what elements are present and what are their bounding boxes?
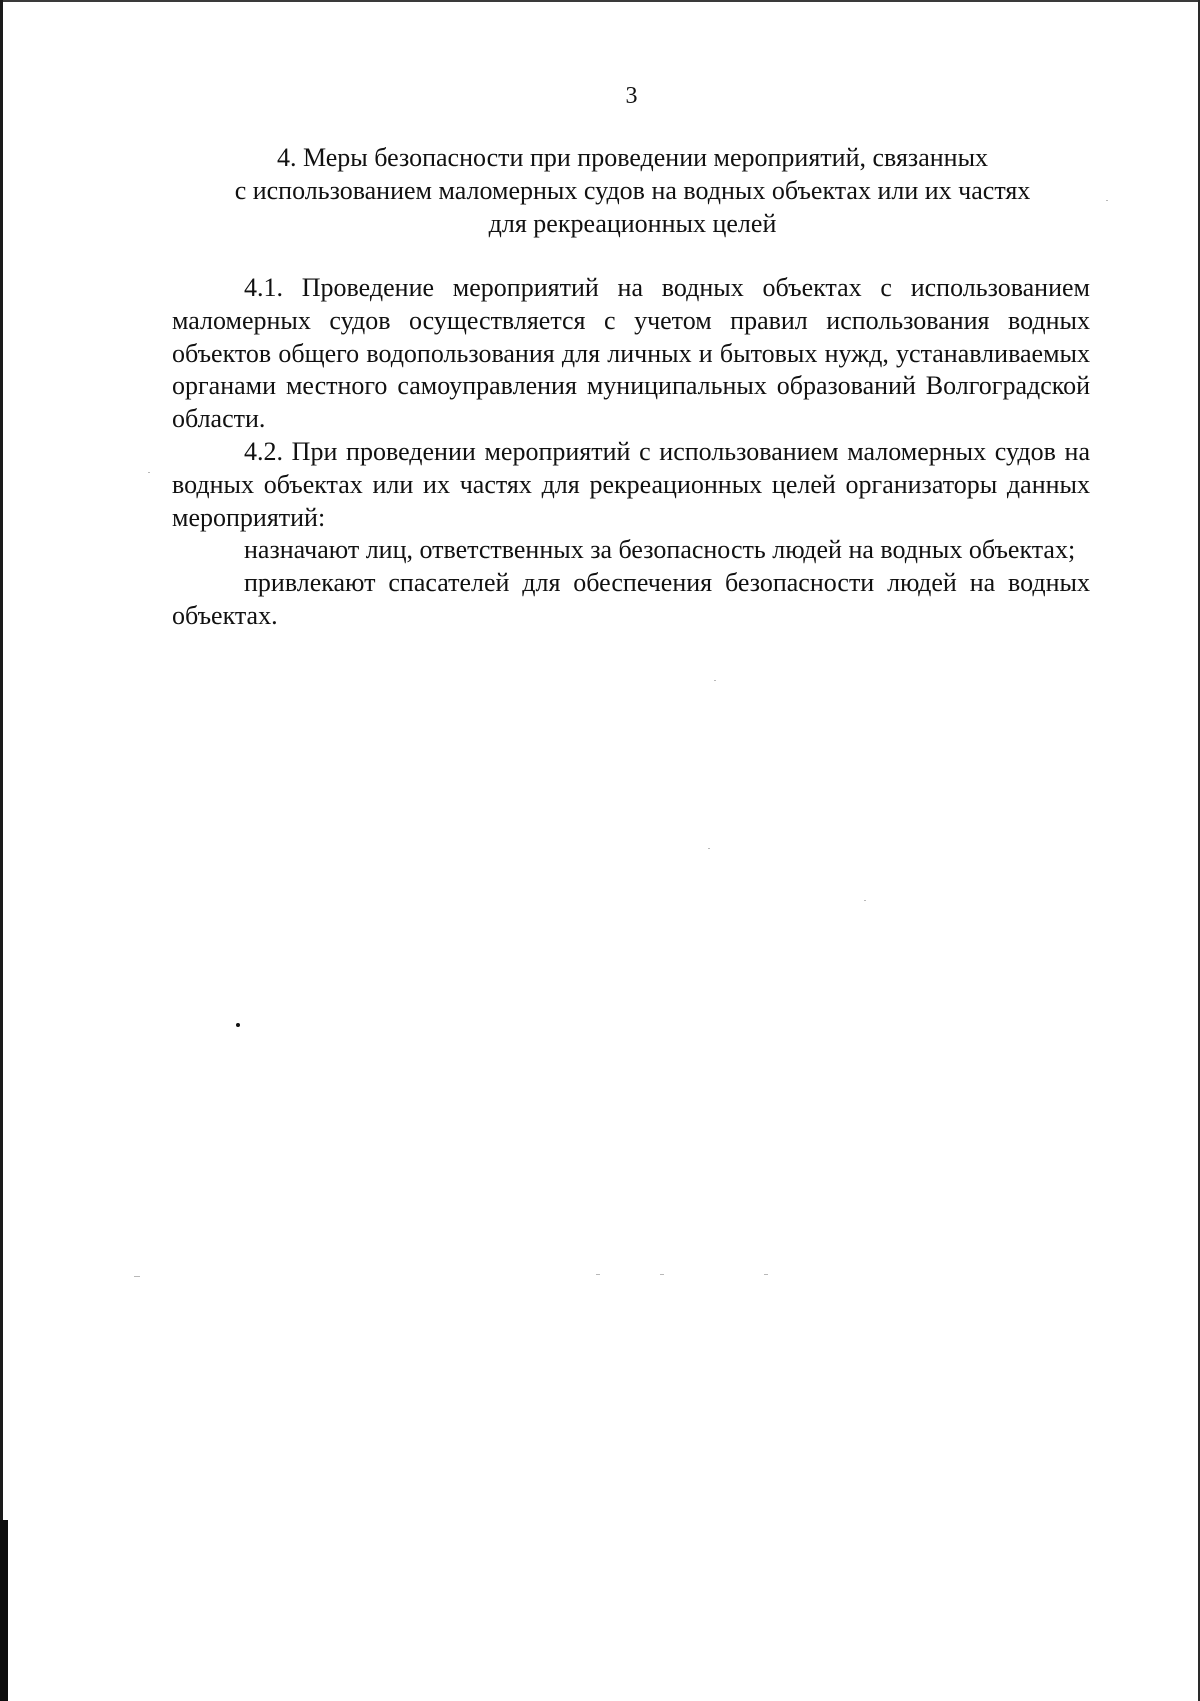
scan-speck (134, 1276, 140, 1277)
section-title-line: для рекреационных целей (488, 209, 777, 238)
body-text (172, 272, 1090, 633)
paragraph-4-1: 4.1. Проведение мероприятий на водных объектах с использованием маломерных судов осуществляется с учетом правил использования водных объектов общего водопользования для личных и бытовых нужд, устанавливаемых органами местного самоуправления муниципальных образований Волгоградской области. (172, 273, 1090, 434)
scan-edge-left-bottom (0, 1520, 8, 1701)
paragraph-4-2: 4.2. При проведении мероприятий с использованием маломерных судов на водных объектах или их частях для рекреационных целей организаторы данных мероприятий: (172, 436, 1090, 532)
scan-speck (764, 1274, 768, 1275)
scan-speck (1106, 200, 1108, 201)
scan-speck (708, 848, 710, 849)
scan-speck (714, 680, 716, 681)
scan-speck (660, 1274, 664, 1275)
page-number: 3 (625, 83, 638, 109)
scan-dot (236, 1023, 240, 1027)
scan-edge-top (0, 0, 1200, 2)
list-item-engage-rescuers: привлекают спасателей для обеспечения безопасности людей на водных объектах. (172, 568, 1090, 630)
scan-speck (148, 472, 150, 473)
scan-speck (596, 1274, 600, 1275)
list-item-assign-responsible: назначают лиц, ответственных за безопасность людей на водных объектах; (244, 535, 1076, 565)
scan-edge-left (0, 0, 3, 1701)
section-title-line: 4. Меры безопасности при проведении мероприятий, связанных (276, 143, 989, 172)
scan-speck (864, 900, 866, 901)
section-title (170, 141, 1095, 240)
section-title-line: с использованием маломерных судов на водных объектах или их частях (234, 176, 1031, 205)
